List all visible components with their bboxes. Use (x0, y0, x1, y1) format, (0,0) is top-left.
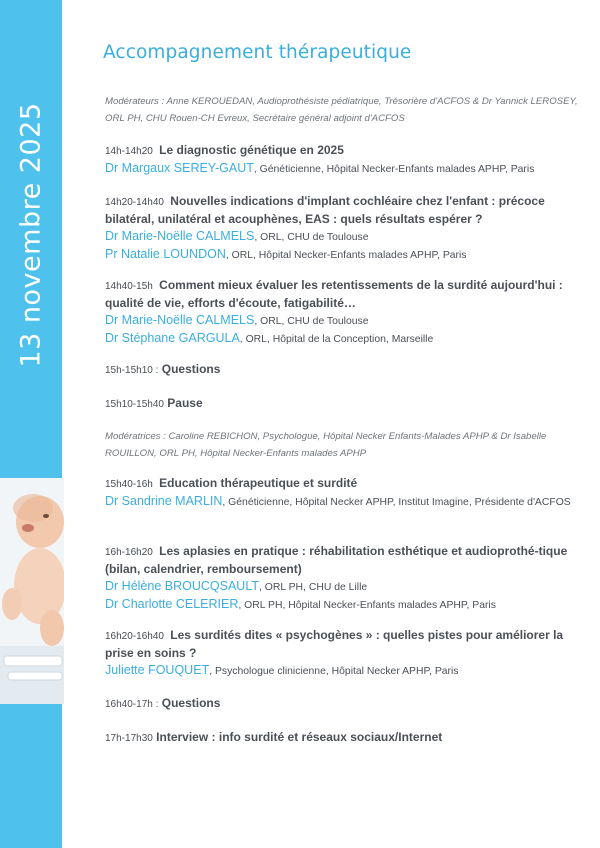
speaker-name: Dr Marie-Noëlle CALMELS (105, 229, 255, 243)
speaker-affiliation: , Psychologue clinicienne, Hôpital Necker APHP, Paris (209, 666, 459, 677)
session-diagnostic (105, 142, 590, 178)
session-title: Les aplasies en pratique : réhabilitation esthétique et audioprothé-tique (bilan, calendrier, remboursement) (105, 544, 568, 576)
session-time: 15h40-16h (105, 479, 153, 490)
speaker-line (105, 160, 590, 178)
session-time: 14h-14h20 (105, 146, 153, 157)
speaker-affiliation: , ORL, CHU de Toulouse (254, 232, 369, 243)
session-time: 14h40-15h (105, 281, 153, 292)
speaker-line (105, 578, 590, 596)
session-psychogenes (105, 627, 590, 680)
session-time: 16h-16h20 (105, 547, 153, 558)
session-time: 17h-17h30 (105, 733, 153, 744)
session-title: Interview : info surdité et réseaux sociaux/Internet (156, 730, 443, 744)
sidebar-band (0, 0, 62, 848)
speaker-name: Pr Natalie LOUNDON (105, 247, 226, 261)
session-heading (105, 277, 590, 312)
session-heading (105, 627, 590, 662)
session-time: 16h20-16h40 (105, 631, 164, 642)
session-implant (105, 193, 590, 264)
speaker-line (105, 246, 590, 264)
speaker-name: Juliette FOUQUET (105, 663, 210, 677)
speaker-affiliation: , ORL, CHU de Toulouse (254, 316, 369, 327)
session-heading (105, 193, 590, 228)
moderators-second: Modératrices : Caroline REBICHON, Psychologue, Hôpital Necker Enfants-Malades APHP & Dr Isabelle ROUILLON, ORL PH, Hôpital Necker-Enfants malades APHP (105, 431, 547, 459)
session-time: 16h40-17h : (105, 699, 159, 710)
speaker-affiliation: , ORL, Hôpital de la Conception, Marseille (239, 334, 434, 345)
session-title: Education thérapeutique et surdité (159, 476, 358, 490)
speaker-name: Dr Sandrine MARLIN (105, 494, 223, 508)
speaker-affiliation: , ORL PH, Hôpital Necker-Enfants malades APHP, Paris (238, 600, 496, 611)
speaker-line (105, 330, 590, 348)
session-title: Les surdités dites « psychogènes » : quelles pistes pour améliorer la prise en soins ? (105, 628, 564, 660)
speaker-name: Dr Stéphane GARGULA (105, 331, 240, 345)
event-date: 13 novembre 2025 (15, 102, 47, 368)
speaker-affiliation: , Généticienne, Hôpital Necker-Enfants malades APHP, Paris (253, 164, 535, 175)
speaker-line (105, 596, 590, 614)
speaker-line (105, 493, 590, 511)
speaker-name: Dr Hélène BROUCQSAULT (105, 579, 259, 593)
session-title: Questions (161, 362, 221, 376)
session-title: Questions (161, 696, 221, 710)
session-heading (105, 475, 590, 493)
session-title: Comment mieux évaluer les retentissements de la surdité aujourd'hui : qualité de vie, efforts d'écoute, fatigabilité… (105, 278, 563, 310)
speaker-name: Dr Margaux SEREY-GAUT (105, 161, 254, 175)
speaker-line (105, 228, 590, 246)
session-questions-2 (105, 695, 220, 713)
moderators-first: Modérateurs : Anne KEROUEDAN, Audioprothésiste pédiatrique, Trésorière d'ACFOS & Dr Yannick LEROSEY, ORL PH, CHU Rouen-CH Evreux, Secrétaire général adjoint d'ACFOS (105, 96, 578, 124)
session-evaluation (105, 277, 590, 348)
page-title: Accompagnement thérapeutique (103, 42, 412, 63)
session-time: 14h20-14h40 (105, 197, 164, 208)
session-pause (105, 395, 203, 413)
session-aplasies (105, 543, 590, 614)
session-questions-1 (105, 361, 220, 379)
speaker-affiliation: , Généticienne, Hôpital Necker APHP, Institut Imagine, Présidente d'ACFOS (222, 497, 571, 508)
session-heading (105, 142, 590, 160)
session-time: 15h-15h10 : (105, 365, 159, 376)
session-title: Pause (167, 396, 203, 410)
session-title: Le diagnostic génétique en 2025 (159, 143, 344, 157)
speaker-line (105, 312, 590, 330)
speaker-line (105, 662, 590, 680)
speaker-name: Dr Charlotte CELERIER (105, 597, 239, 611)
speaker-affiliation: , ORL, Hôpital Necker-Enfants malades APHP, Paris (225, 250, 467, 261)
baby-photo (0, 478, 64, 704)
session-time: 15h10-15h40 (105, 399, 164, 410)
session-title: Nouvelles indications d'implant cochléaire chez l'enfant : précoce bilatéral, unilatéral et acouphènes, EAS : quels résultats espérer ? (105, 194, 545, 226)
session-education (105, 475, 590, 511)
speaker-name: Dr Marie-Noëlle CALMELS (105, 313, 255, 327)
session-heading (105, 543, 590, 578)
session-interview (105, 729, 442, 747)
speaker-affiliation: , ORL PH, CHU de Lille (258, 582, 368, 593)
